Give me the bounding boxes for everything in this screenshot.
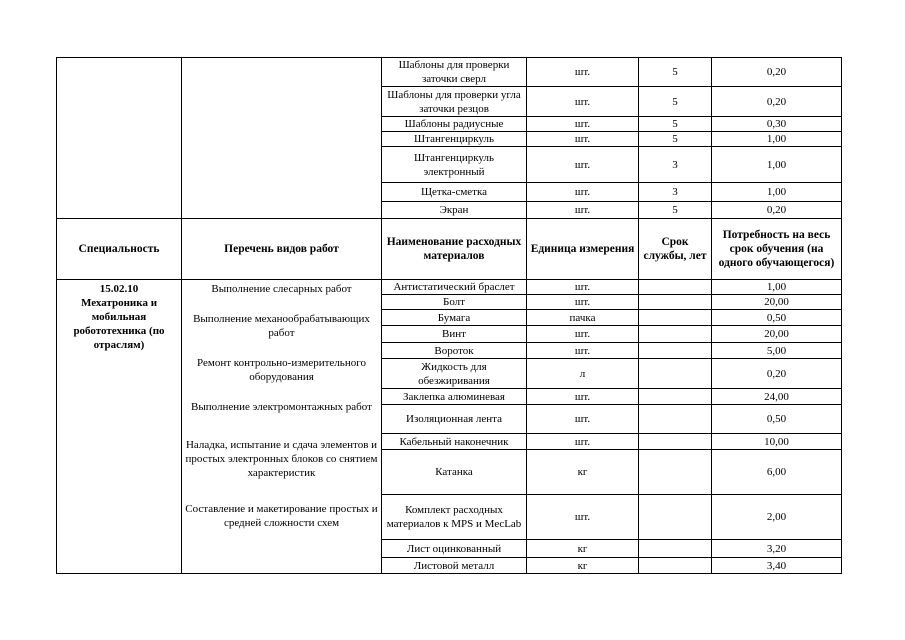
unit-cell: пачка — [527, 310, 639, 326]
work-item: Составление и макетирование простых и средней сложности схем — [185, 503, 378, 529]
need-cell: 2,00 — [712, 495, 842, 540]
material-name-cell: Болт — [382, 295, 527, 310]
header-specialty: Специальность — [57, 219, 182, 280]
unit-cell: шт. — [527, 147, 639, 183]
unit-cell: шт. — [527, 87, 639, 117]
material-name-cell: Шаблоны радиусные — [382, 117, 527, 132]
unit-cell: шт. — [527, 117, 639, 132]
material-name-cell: Шаблоны для проверки заточки сверл — [382, 58, 527, 87]
material-name-cell: Лист оцинкованный — [382, 540, 527, 558]
life-cell — [639, 450, 712, 495]
need-cell: 1,00 — [712, 147, 842, 183]
table-row — [57, 58, 842, 87]
need-cell: 20,00 — [712, 295, 842, 310]
need-cell: 0,20 — [712, 58, 842, 87]
life-cell — [639, 280, 712, 295]
life-cell: 3 — [639, 147, 712, 183]
unit-cell: шт. — [527, 434, 639, 450]
life-cell: 5 — [639, 87, 712, 117]
material-name-cell: Кабельный наконечник — [382, 434, 527, 450]
need-cell: 20,00 — [712, 326, 842, 343]
life-cell — [639, 295, 712, 310]
need-cell: 3,20 — [712, 540, 842, 558]
material-name-cell: Экран — [382, 202, 527, 219]
specialty-cell — [57, 280, 182, 574]
material-name-cell: Заклепка алюминевая — [382, 389, 527, 405]
material-name-cell: Бумага — [382, 310, 527, 326]
unit-cell: шт. — [527, 280, 639, 295]
life-cell — [639, 495, 712, 540]
need-cell: 0,50 — [712, 405, 842, 434]
material-name-cell: Щетка-сметка — [382, 183, 527, 202]
empty-works-cell — [182, 58, 382, 219]
materials-table — [56, 57, 842, 574]
material-name-cell: Жидкость для обезжиривания — [382, 359, 527, 389]
header-need: Потребность на весь срок обучения (на одного обучающегося) — [712, 219, 842, 280]
need-cell: 0,20 — [712, 87, 842, 117]
unit-cell: шт. — [527, 183, 639, 202]
need-cell: 10,00 — [712, 434, 842, 450]
unit-cell: шт. — [527, 326, 639, 343]
specialty-code: 15.02.10 — [99, 283, 139, 295]
life-cell: 3 — [639, 183, 712, 202]
material-name-cell: Антистатический браслет — [382, 280, 527, 295]
need-cell: 0,20 — [712, 202, 842, 219]
material-name-cell: Изоляционная лента — [382, 405, 527, 434]
unit-cell: кг — [527, 450, 639, 495]
unit-cell: шт. — [527, 389, 639, 405]
need-cell: 0,50 — [712, 310, 842, 326]
material-name-cell: Катанка — [382, 450, 527, 495]
life-cell — [639, 405, 712, 434]
unit-cell: шт. — [527, 405, 639, 434]
life-cell: 5 — [639, 58, 712, 87]
need-cell: 0,30 — [712, 117, 842, 132]
unit-cell: л — [527, 359, 639, 389]
unit-cell: шт. — [527, 343, 639, 359]
material-name-cell: Шаблоны для проверки угла заточки резцов — [382, 87, 527, 117]
need-cell: 0,20 — [712, 359, 842, 389]
header-unit: Единица измерения — [527, 219, 639, 280]
need-cell: 1,00 — [712, 280, 842, 295]
table-row — [57, 280, 842, 295]
material-name-cell: Комплект расходных материалов к MPS и MecLab — [382, 495, 527, 540]
empty-specialty-cell — [57, 58, 182, 219]
header-life: Срок службы, лет — [639, 219, 712, 280]
life-cell — [639, 326, 712, 343]
material-name-cell: Штангенциркуль электронный — [382, 147, 527, 183]
life-cell: 5 — [639, 117, 712, 132]
work-item: Выполнение электромонтажных работ — [191, 401, 372, 413]
unit-cell: шт. — [527, 495, 639, 540]
unit-cell: кг — [527, 540, 639, 558]
life-cell — [639, 310, 712, 326]
specialty-name: Мехатроника и мобильная робототехника (по отраслям) — [73, 297, 165, 351]
unit-cell: кг — [527, 558, 639, 574]
table-header-row — [57, 219, 842, 280]
unit-cell: шт. — [527, 132, 639, 147]
material-name-cell: Винт — [382, 326, 527, 343]
life-cell: 5 — [639, 202, 712, 219]
unit-cell: шт. — [527, 202, 639, 219]
unit-cell: шт. — [527, 58, 639, 87]
life-cell — [639, 343, 712, 359]
header-material: Наименование расходных материалов — [382, 219, 527, 280]
life-cell — [639, 558, 712, 574]
unit-cell: шт. — [527, 295, 639, 310]
life-cell — [639, 359, 712, 389]
life-cell — [639, 434, 712, 450]
material-name-cell: Штангенциркуль — [382, 132, 527, 147]
work-item: Выполнение механообрабатывающих работ — [193, 313, 370, 339]
material-name-cell: Вороток — [382, 343, 527, 359]
work-item: Наладка, испытание и сдача элементов и простых электронных блоков со снятием характеристик — [185, 439, 378, 479]
life-cell — [639, 540, 712, 558]
header-works: Перечень видов работ — [182, 219, 382, 280]
life-cell: 5 — [639, 132, 712, 147]
work-item: Выполнение слесарных работ — [211, 283, 352, 295]
need-cell: 6,00 — [712, 450, 842, 495]
need-cell: 1,00 — [712, 183, 842, 202]
need-cell: 24,00 — [712, 389, 842, 405]
need-cell: 1,00 — [712, 132, 842, 147]
work-item: Ремонт контрольно-измерительного оборудования — [197, 357, 366, 383]
document-page — [56, 57, 842, 574]
works-cell — [182, 280, 382, 574]
need-cell: 5,00 — [712, 343, 842, 359]
need-cell: 3,40 — [712, 558, 842, 574]
material-name-cell: Листовой металл — [382, 558, 527, 574]
life-cell — [639, 389, 712, 405]
